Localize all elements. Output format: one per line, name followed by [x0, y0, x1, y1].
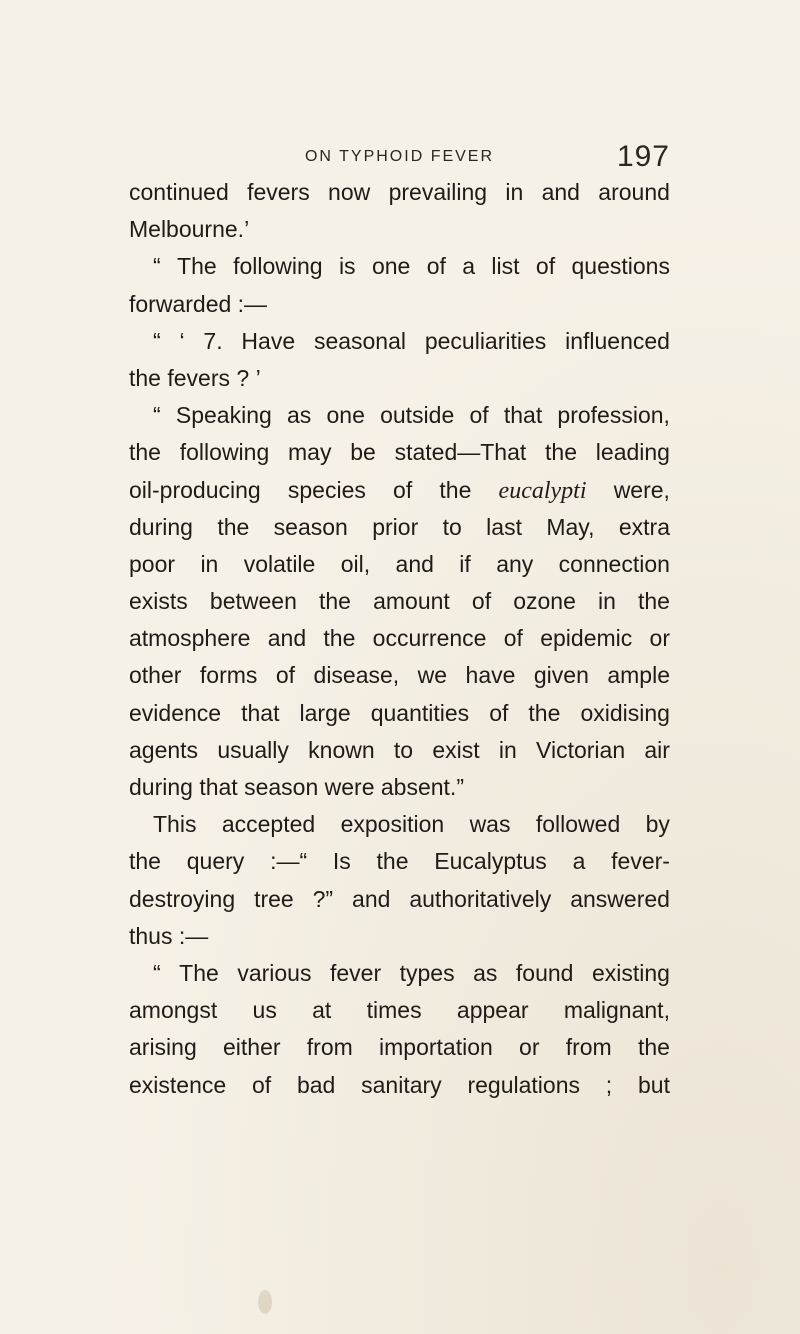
word: Have: [241, 327, 296, 354]
word: Eucalyptus: [434, 848, 547, 875]
word: of: [489, 699, 509, 726]
text-line: thus :—: [129, 922, 209, 949]
word: volatile: [243, 550, 316, 577]
word: between: [209, 588, 297, 615]
word: of: [251, 1071, 272, 1098]
text-line: [129, 657, 670, 694]
word: of: [426, 253, 446, 280]
word: agents: [129, 736, 199, 763]
word: oil,: [340, 550, 371, 577]
word: the: [545, 439, 578, 466]
word: :—“: [270, 848, 308, 875]
word: from: [306, 1034, 353, 1061]
text-line: [129, 1067, 670, 1104]
page-number: 197: [616, 140, 670, 173]
word: given: [533, 662, 589, 689]
word: stated—That: [394, 439, 527, 466]
word: during: [129, 513, 193, 540]
word: exists: [129, 588, 188, 615]
word: ;: [605, 1071, 613, 1098]
word: “: [153, 959, 161, 986]
word: of: [275, 662, 296, 689]
word: is: [338, 253, 356, 280]
word: quantities: [370, 699, 470, 726]
text-line: [129, 843, 670, 880]
word: of: [469, 402, 489, 429]
word: destroying: [129, 885, 236, 912]
word: the: [528, 699, 561, 726]
word: appear: [456, 997, 529, 1024]
word: evidence: [129, 699, 222, 726]
text-line: [129, 397, 670, 434]
word: to: [393, 736, 414, 763]
word: that: [503, 402, 543, 429]
word: continued: [129, 179, 229, 205]
word: arising: [129, 1034, 197, 1061]
word: “: [153, 253, 161, 280]
word: outside: [380, 402, 455, 429]
word: to: [442, 513, 462, 540]
word: the: [129, 848, 161, 875]
word: prevailing: [388, 179, 488, 205]
word: importation: [379, 1034, 493, 1061]
word: in: [505, 179, 524, 205]
text-line: [129, 472, 670, 509]
text-line: Melbourne.’: [129, 216, 250, 243]
word: Victorian: [536, 736, 626, 763]
text-line: [129, 583, 670, 620]
text-line: the fevers ? ’: [129, 364, 261, 391]
word: “: [153, 402, 161, 429]
word: Speaking: [175, 402, 272, 429]
text-line: [129, 323, 670, 360]
word: answered: [570, 885, 670, 912]
word: air: [644, 736, 670, 763]
word: the: [376, 848, 409, 875]
word: season: [273, 513, 348, 540]
word: seasonal: [313, 327, 407, 354]
word: ample: [607, 662, 670, 689]
word: eucalypti: [498, 477, 587, 504]
word: following: [233, 253, 323, 280]
word: in: [498, 736, 517, 763]
word: influenced: [565, 327, 670, 354]
word: various: [237, 959, 312, 986]
word: occurrence: [372, 625, 487, 652]
word: of: [503, 625, 523, 652]
word: accepted: [221, 811, 316, 838]
word: “: [153, 327, 161, 354]
word: around: [598, 179, 670, 205]
word: the: [318, 588, 351, 615]
word: known: [308, 736, 375, 763]
text-line: during that season were absent.”: [129, 774, 464, 800]
word: authoritatively: [409, 885, 552, 912]
word: questions: [571, 253, 670, 280]
word: sanitary: [361, 1071, 442, 1098]
word: and: [541, 179, 580, 205]
word: a: [572, 848, 586, 875]
word: of: [393, 476, 413, 503]
word: the: [637, 1034, 670, 1061]
word: of: [471, 588, 492, 615]
text-line: [129, 732, 670, 769]
text-line: [129, 620, 670, 657]
word: last: [486, 513, 522, 540]
word: ‘: [179, 327, 185, 354]
word: us: [252, 997, 277, 1024]
text-line: [129, 881, 670, 918]
word: atmosphere: [129, 625, 251, 652]
word: usually: [217, 736, 289, 763]
word: poor: [129, 550, 176, 577]
paper-smudge: [258, 1290, 272, 1314]
word: and: [267, 625, 307, 652]
word: The: [179, 959, 219, 986]
word: connection: [558, 550, 670, 577]
word: and: [395, 550, 434, 577]
word: but: [637, 1071, 670, 1098]
text-line: [129, 434, 670, 471]
word: or: [519, 1034, 540, 1061]
word: were,: [613, 476, 670, 503]
word: followed: [535, 811, 621, 838]
text-line: [129, 695, 670, 732]
word: was: [469, 811, 511, 838]
word: This: [153, 811, 197, 838]
word: exposition: [340, 811, 445, 838]
word: as: [287, 402, 312, 429]
word: oil-producing: [129, 476, 261, 503]
running-title: ON TYPHOID FEVER: [304, 148, 495, 165]
word: times: [366, 997, 422, 1024]
word: large: [299, 699, 351, 726]
word: fevers: [247, 179, 310, 205]
word: malignant,: [563, 997, 670, 1024]
word: may: [288, 439, 332, 466]
word: the: [439, 476, 472, 503]
word: oxidising: [580, 699, 670, 726]
word: or: [649, 625, 670, 652]
word: of: [535, 253, 556, 280]
running-head: [129, 140, 670, 174]
word: either: [223, 1034, 281, 1061]
word: Is: [332, 848, 351, 875]
body-text: [129, 174, 670, 1104]
word: 7.: [203, 327, 223, 354]
word: found: [515, 959, 574, 986]
word: one: [326, 402, 365, 429]
word: in: [200, 550, 219, 577]
word: exist: [432, 736, 480, 763]
word: existence: [129, 1071, 227, 1098]
word: ozone: [513, 588, 576, 615]
word: the: [323, 625, 356, 652]
text-line: [129, 248, 670, 285]
word: the: [638, 588, 670, 615]
word: May,: [546, 513, 595, 540]
word: other: [129, 662, 182, 689]
text-line: forwarded :—: [129, 290, 268, 317]
word: The: [177, 253, 217, 280]
word: from: [565, 1034, 612, 1061]
word: if: [459, 550, 471, 577]
word: ?”: [312, 885, 334, 912]
word: amount: [373, 588, 450, 615]
word: forms: [199, 662, 258, 689]
word: profession,: [557, 402, 670, 429]
text-line: [129, 992, 670, 1029]
word: the: [129, 439, 161, 466]
word: fever-: [611, 848, 670, 875]
word: existing: [591, 959, 670, 986]
text-line: [129, 546, 670, 583]
word: list: [491, 253, 520, 280]
word: by: [645, 811, 670, 838]
word: tree: [254, 885, 294, 912]
word: now: [328, 179, 371, 205]
word: at: [312, 997, 332, 1024]
word: any: [496, 550, 534, 577]
word: peculiarities: [424, 327, 547, 354]
word: have: [465, 662, 516, 689]
word: a: [462, 253, 476, 280]
text-line: [129, 174, 670, 211]
word: fever: [329, 959, 382, 986]
word: bad: [296, 1071, 336, 1098]
word: be: [350, 439, 376, 466]
word: we: [417, 662, 448, 689]
text-line: [129, 806, 670, 843]
word: in: [597, 588, 616, 615]
word: one: [371, 253, 411, 280]
word: following: [179, 439, 270, 466]
text-line: [129, 1029, 670, 1066]
word: amongst: [129, 997, 218, 1024]
text-line: [129, 509, 670, 546]
word: that: [241, 699, 280, 726]
word: leading: [595, 439, 670, 466]
word: prior: [372, 513, 419, 540]
word: disease,: [313, 662, 400, 689]
word: regulations: [467, 1071, 580, 1098]
word: epidemic: [540, 625, 633, 652]
word: query: [186, 848, 245, 875]
word: the: [217, 513, 250, 540]
text-line: [129, 955, 670, 992]
word: and: [352, 885, 391, 912]
word: species: [287, 476, 366, 503]
word: types: [399, 959, 455, 986]
word: extra: [618, 513, 670, 540]
word: as: [473, 959, 498, 986]
